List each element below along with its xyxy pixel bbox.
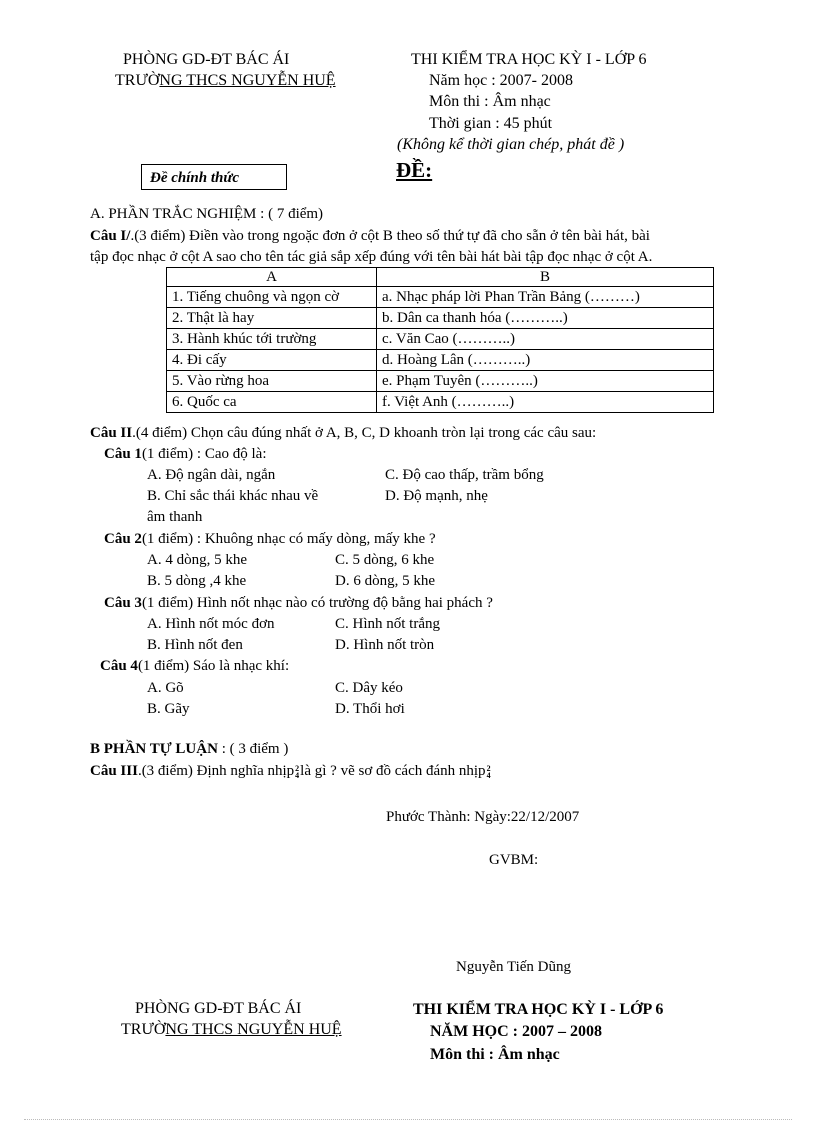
table-cell-a: 2. Thật là hay [167,308,377,329]
exam-title: THI KIỂM TRA HỌC KỲ I - LỚP 6 [411,51,647,68]
table-row [167,308,714,329]
sub-question-2: Câu 2(1 điểm) : Khuông nhạc có mấy dòng, mấy khe ? [104,531,436,547]
footer-school-name: TRƯỜNG THCS NGUYỄN HUỆ [121,1021,342,1038]
table-cell-a: 3. Hành khúc tới trường [167,329,377,350]
option-d: D. Hình nốt tròn [335,637,435,653]
official-label: Đề chính thức [150,170,239,186]
footer-subject: Môn thi : Âm nhạc [430,1046,560,1063]
sub-question-3: Câu 3(1 điểm) Hình nốt nhạc nào có trường độ bằng hai phách ? [104,595,493,611]
sub-question-1: Câu 1(1 điểm) : Cao độ là: [104,446,267,462]
option-a: A. Độ ngân dài, ngắn [147,467,276,483]
table-cell-b: b. Dân ca thanh hóa (………..) [377,308,714,329]
table-cell-b: f. Việt Anh (………..) [377,392,714,413]
department-name: PHÒNG GD-ĐT BÁC ÁI [123,51,290,68]
table-cell-b: e. Phạm Tuyên (………..) [377,371,714,392]
page-divider [24,1119,792,1120]
option-d: D. Thổi hơi [335,701,405,717]
question-1-line2: tập đọc nhạc ở cột A sao cho tên tác giả sắp xếp đúng với tên bài hát bài tập đọc nhạc ở cột A. [90,249,653,265]
option-b: B. 5 dòng ,4 khe [147,573,247,589]
footer-school-year: NĂM HỌC : 2007 – 2008 [430,1023,602,1040]
question-2: Câu II.(4 điểm) Chọn câu đúng nhất ở A, B, C, D khoanh tròn lại trong các câu sau: [90,425,597,441]
table-row [167,350,714,371]
sub-question-4: Câu 4(1 điểm) Sáo là nhạc khí: [100,658,290,674]
option-d: D. 6 dòng, 5 khe [335,573,435,589]
time-signature: 2 4 [295,763,300,780]
teacher-name: Nguyễn Tiến Dũng [456,959,572,975]
school-name: TRƯỜNG THCS NGUYỄN HUỆ [115,72,336,89]
exam-duration: Thời gian : 45 phút [429,115,553,132]
option-b: B. Chỉ sắc thái khác nhau về [147,488,319,504]
question-1: Câu I/.(3 điểm) Điền vào trong ngoặc đơn ở cột B theo số thứ tự đã cho sẵn ở tên bài hát, bài [90,228,650,244]
option-c: C. Dây kéo [335,680,403,696]
option-b: B. Hình nốt đen [147,637,243,653]
table-row [167,329,714,350]
teacher-role: GVBM: [489,852,539,868]
matching-table [166,267,714,413]
table-cell-b: d. Hoàng Lân (………..) [377,350,714,371]
part-a-heading: A. PHẦN TRẮC NGHIỆM : ( 7 điểm) [90,206,324,222]
table-row [167,392,714,413]
option-c: C. Độ cao thấp, trầm bổng [385,467,544,483]
table-cell-a: 5. Vào rừng hoa [167,371,377,392]
table-cell-a: 1. Tiếng chuông và ngọn cờ [167,287,377,308]
option-b: B. Gãy [147,701,190,717]
place-date: Phước Thành: Ngày:22/12/2007 [386,809,580,825]
option-d: D. Độ mạnh, nhẹ [385,488,488,504]
time-signature: 2 4 [486,763,491,780]
option-b-continuation: âm thanh [147,509,203,525]
option-a: A. 4 dòng, 5 khe [147,552,247,568]
question-3: Câu III.(3 điểm) Định nghĩa nhịp2 4là gì ? vẽ sơ đồ cách đánh nhịp2 4 [90,763,491,780]
exam-note: (Không kể thời gian chép, phát đề ) [397,136,625,153]
table-cell-a: 6. Quốc ca [167,392,377,413]
part-b-heading: B PHẦN TỰ LUẬN : ( 3 điểm ) [90,741,289,757]
table-row [167,287,714,308]
table-header-row [167,268,714,287]
school-year: Năm học : 2007- 2008 [429,72,573,89]
table-row [167,371,714,392]
option-c: C. Hình nốt trắng [335,616,440,632]
option-c: C. 5 dòng, 6 khe [335,552,435,568]
table-cell-a: 4. Đi cấy [167,350,377,371]
footer-exam-title: THI KIỂM TRA HỌC KỲ I - LỚP 6 [413,1001,664,1018]
exam-subject: Môn thi : Âm nhạc [429,93,551,110]
column-b-header: B [377,268,714,287]
option-a: A. Hình nốt móc đơn [147,616,275,632]
de-heading: ĐỀ: [396,158,433,182]
table-cell-b: c. Văn Cao (………..) [377,329,714,350]
option-a: A. Gõ [147,680,184,696]
column-a-header: A [167,268,377,287]
footer-department-name: PHÒNG GD-ĐT BÁC ÁI [135,1000,302,1017]
table-cell-b: a. Nhạc pháp lời Phan Trần Bảng (………) [377,287,714,308]
